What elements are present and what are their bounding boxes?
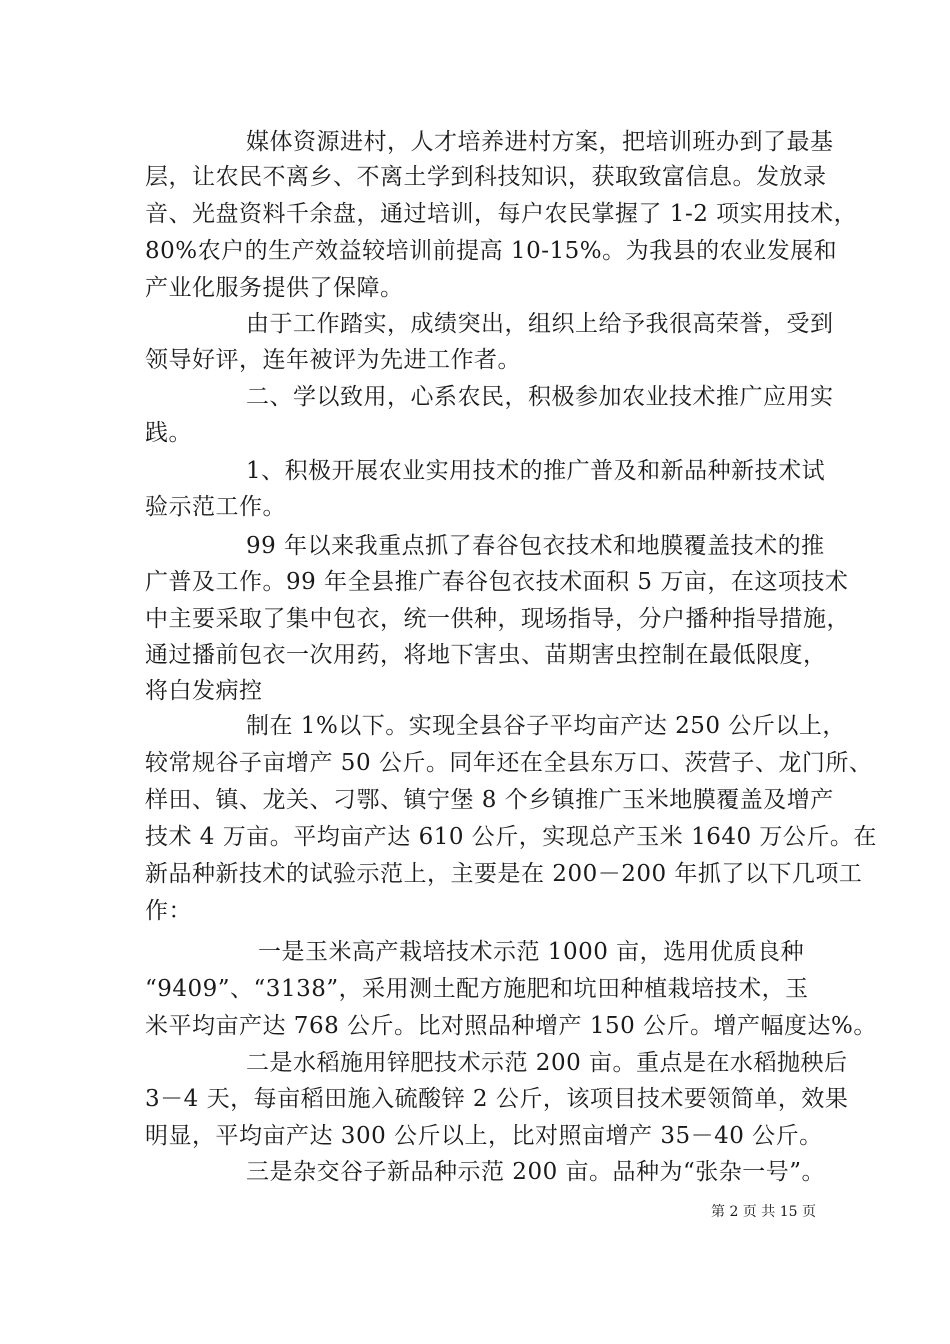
paragraph-line: 二是水稻施用锌肥技术示范 200 亩。重点是在水稻抛秧后 — [246, 1050, 848, 1076]
paragraph-line: “9409”、“3138”，采用测土配方施肥和坑田种植栽培技术，玉 — [145, 976, 809, 1002]
paragraph-line: 中主要采取了集中包衣，统一供种，现场指导，分户播种指导措施， — [145, 606, 850, 632]
paragraph-line: 由于工作踏实，成绩突出，组织上给予我很高荣誉，受到 — [246, 311, 834, 337]
section-heading: 践。 — [145, 420, 192, 446]
subsection-heading: 1、积极开展农业实用技术的推广普及和新品种新技术试 — [246, 458, 826, 484]
paragraph-line: 领导好评，连年被评为先进工作者。 — [145, 347, 521, 373]
subsection-heading: 验示范工作。 — [145, 494, 286, 520]
paragraph-line: 明显，平均亩产达 300 公斤以上，比对照亩增产 35－40 公斤。 — [145, 1123, 823, 1149]
section-heading: 二、学以致用，心系农民，积极参加农业技术推广应用实 — [246, 384, 834, 410]
paragraph-line: 音、光盘资料千余盘，通过培训，每户农民掌握了 1-2 项实用技术， — [145, 201, 858, 227]
paragraph-line: 通过播前包衣一次用药，将地下害虫、苗期害虫控制在最低限度， — [145, 642, 827, 668]
paragraph-line: 一是玉米高产栽培技术示范 1000 亩，选用优质良种 — [258, 939, 805, 965]
page-number: 第 2 页 共 15 页 — [711, 1204, 816, 1220]
paragraph-line: 80%农户的生产效益较培训前提高 10-15%。为我县的农业发展和 — [145, 238, 838, 264]
paragraph-line: 样田、镇、龙关、刁鄂、镇宁堡 8 个乡镇推广玉米地膜覆盖及增产 — [145, 787, 834, 813]
paragraph-line: 较常规谷子亩增产 50 公斤。同年还在全县东万口、茨营子、龙门所、 — [145, 750, 873, 776]
paragraph-line: 作： — [145, 898, 192, 924]
paragraph-line: 三是杂交谷子新品种示范 200 亩。品种为“张杂一号”。 — [246, 1159, 826, 1185]
paragraph-line: 99 年以来我重点抓了春谷包衣技术和地膜覆盖技术的推 — [246, 533, 825, 559]
paragraph-line: 技术 4 万亩。平均亩产达 610 公斤，实现总产玉米 1640 万公斤。在 — [145, 824, 877, 850]
paragraph-line: 产业化服务提供了保障。 — [145, 275, 404, 301]
paragraph-line: 将白发病控 — [145, 678, 263, 704]
paragraph-line: 制在 1%以下。实现全县谷子平均亩产达 250 公斤以上， — [246, 713, 846, 739]
paragraph-line: 米平均亩产达 768 公斤。比对照品种增产 150 公斤。增产幅度达%。 — [145, 1013, 877, 1039]
paragraph-line: 新品种新技术的试验示范上，主要是在 200－200 年抓了以下几项工 — [145, 861, 863, 887]
paragraph-line: 媒体资源进村，人才培养进村方案，把培训班办到了最基 — [246, 129, 834, 155]
paragraph-line: 3－4 天，每亩稻田施入硫酸锌 2 公斤，该项目技术要领简单，效果 — [145, 1086, 849, 1112]
paragraph-line: 层，让农民不离乡、不离土学到科技知识，获取致富信息。发放录 — [145, 164, 827, 190]
paragraph-line: 广普及工作。99 年全县推广春谷包衣技术面积 5 万亩，在这项技术 — [145, 569, 849, 595]
